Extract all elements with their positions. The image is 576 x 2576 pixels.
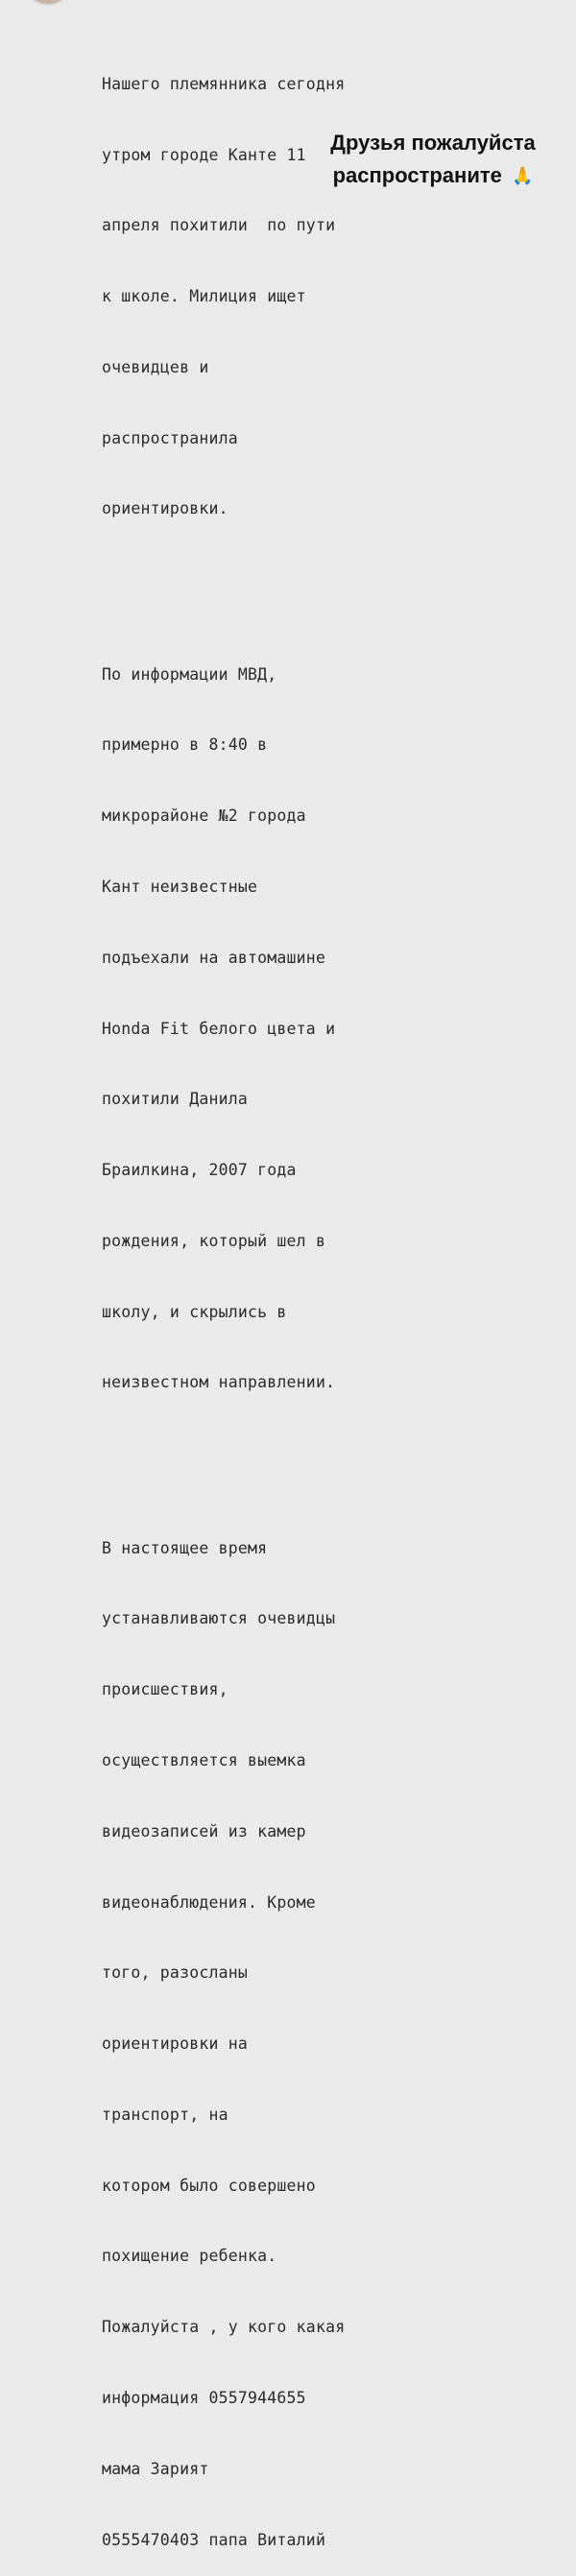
praying-hands-icon: 🙏 [510, 159, 535, 192]
note-line: микрорайоне №2 города [102, 807, 306, 826]
note-line: устанавливаются очевидцы [102, 1609, 336, 1628]
caption-text-2: распространите [332, 163, 502, 187]
note-line: Пожалуйста , у кого какая [102, 2318, 346, 2337]
note-line: В настоящее время [102, 1538, 268, 1557]
note-line: ориентировки. [102, 499, 228, 518]
note-line: Нашего племянника сегодня [102, 74, 346, 93]
note-line: видеозаписей из камер [102, 1821, 306, 1841]
note-line: транспорт, на [102, 2105, 228, 2124]
note-line: По информации МВД, [102, 664, 277, 684]
note-line: утром городе Канте 11 [102, 145, 306, 164]
paragraph-gap [102, 568, 428, 592]
note-line: к школе. Милиция ищет [102, 287, 306, 306]
note-line: котором было совершено [102, 2176, 316, 2195]
note-line: Браилкина, 2007 года [102, 1161, 297, 1180]
caption-text-1: Друзья пожалуйста [330, 131, 536, 155]
note-line: распространила [102, 428, 238, 447]
caption-line-1 [290, 127, 576, 159]
note-line: 0555470403 папа Виталий [102, 2530, 326, 2549]
note-line: подъехали на автомашине [102, 948, 326, 967]
note-line: рождения, который шел в [102, 1231, 326, 1250]
note-line: похитили Данила [102, 1090, 249, 1109]
note-line: похищение ребенка. [102, 2247, 277, 2266]
note-line: школу, и скрылись в [102, 1302, 287, 1321]
paragraph-gap [102, 1442, 428, 1466]
note-line: апреля похитили по пути [102, 216, 336, 235]
note-line: Honda Fit белого цвета и [102, 1019, 336, 1038]
note-text [102, 2, 428, 2576]
profile-avatar[interactable] [29, 0, 67, 6]
story-caption [290, 127, 576, 192]
note-line: очевидцев и [102, 357, 209, 376]
note-line: происшествия, [102, 1680, 228, 1699]
note-line: Кант неизвестные [102, 877, 258, 896]
caption-line-2 [290, 159, 576, 192]
note-line: ориентировки на [102, 2034, 249, 2054]
note-line: примерно в 8:40 в [102, 735, 268, 755]
note-line: неизвестном направлении. [102, 1373, 336, 1392]
note-line: видеонаблюдения. Кроме [102, 1892, 316, 1912]
note-line: мама Зарият [102, 2459, 209, 2478]
note-line: осуществляется выемка [102, 1750, 306, 1769]
note-line: информация 0557944655 [102, 2388, 306, 2407]
note-line: того, разосланы [102, 1963, 249, 1983]
